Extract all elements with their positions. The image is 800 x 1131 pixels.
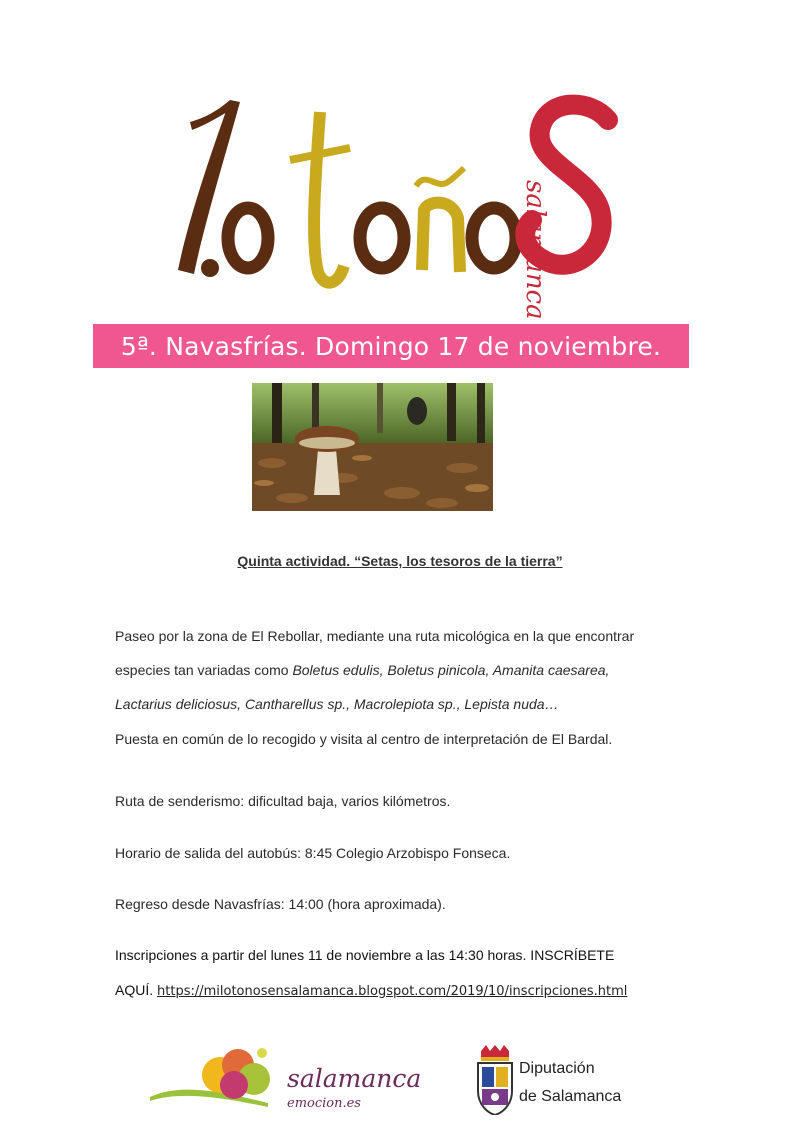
departure-info: Horario de salida del autobús: 8:45 Colegio Arzobispo Fonseca. [115,845,511,861]
diputacion-shield-icon [476,1045,514,1115]
salamanca-website: emocion.es [287,1096,361,1111]
diputacion-line-2: de Salamanca [519,1088,622,1105]
registration-link-line [115,982,627,999]
registration-info: Inscripciones a partir del lunes 11 de noviembre a las 14:30 horas. INSCRÍBETE [115,947,615,963]
activity-subtitle: Quinta actividad. “Setas, los tesoros de la tierra” [237,553,563,569]
route-info: Ruta de senderismo: dificultad baja, varios kilómetros. [115,793,451,809]
logo-subtext: salamanca [520,180,550,320]
description-line-2 [115,662,609,678]
description-line-1: Paseo por la zona de El Rebollar, mediante una ruta micológica en la que encontrar [115,628,635,644]
registration-link[interactable]: https://milotonosensalamanca.blogspot.com/2019/10/inscripciones.html [157,984,628,999]
mushroom-forest-photo [252,383,493,511]
species-list-2: Lactarius deliciosus, Cantharellus sp., Macrolepiota sp., Lepista nuda… [115,696,559,712]
salamanca-wordmark: salamanca [287,1064,422,1093]
species-list-1: Boletus edulis, Boletus pinicola, Amanita caesarea, [292,662,610,678]
otonos-logo [160,90,640,320]
diputacion-line-1: Diputación [519,1060,595,1077]
registration-prefix: AQUÍ. [115,982,158,998]
otonos-logo-graphic [160,90,640,290]
return-info: Regreso desde Navasfrías: 14:00 (hora aproximada). [115,896,446,912]
description-line-2-text: especies tan variadas como [115,662,293,678]
description-line-3 [115,696,559,712]
event-banner: 5ª. Navasfrías. Domingo 17 de noviembre. [93,324,689,368]
description-line-4: Puesta en común de lo recogido y visita al centro de interpretación de El Bardal. [115,731,613,747]
